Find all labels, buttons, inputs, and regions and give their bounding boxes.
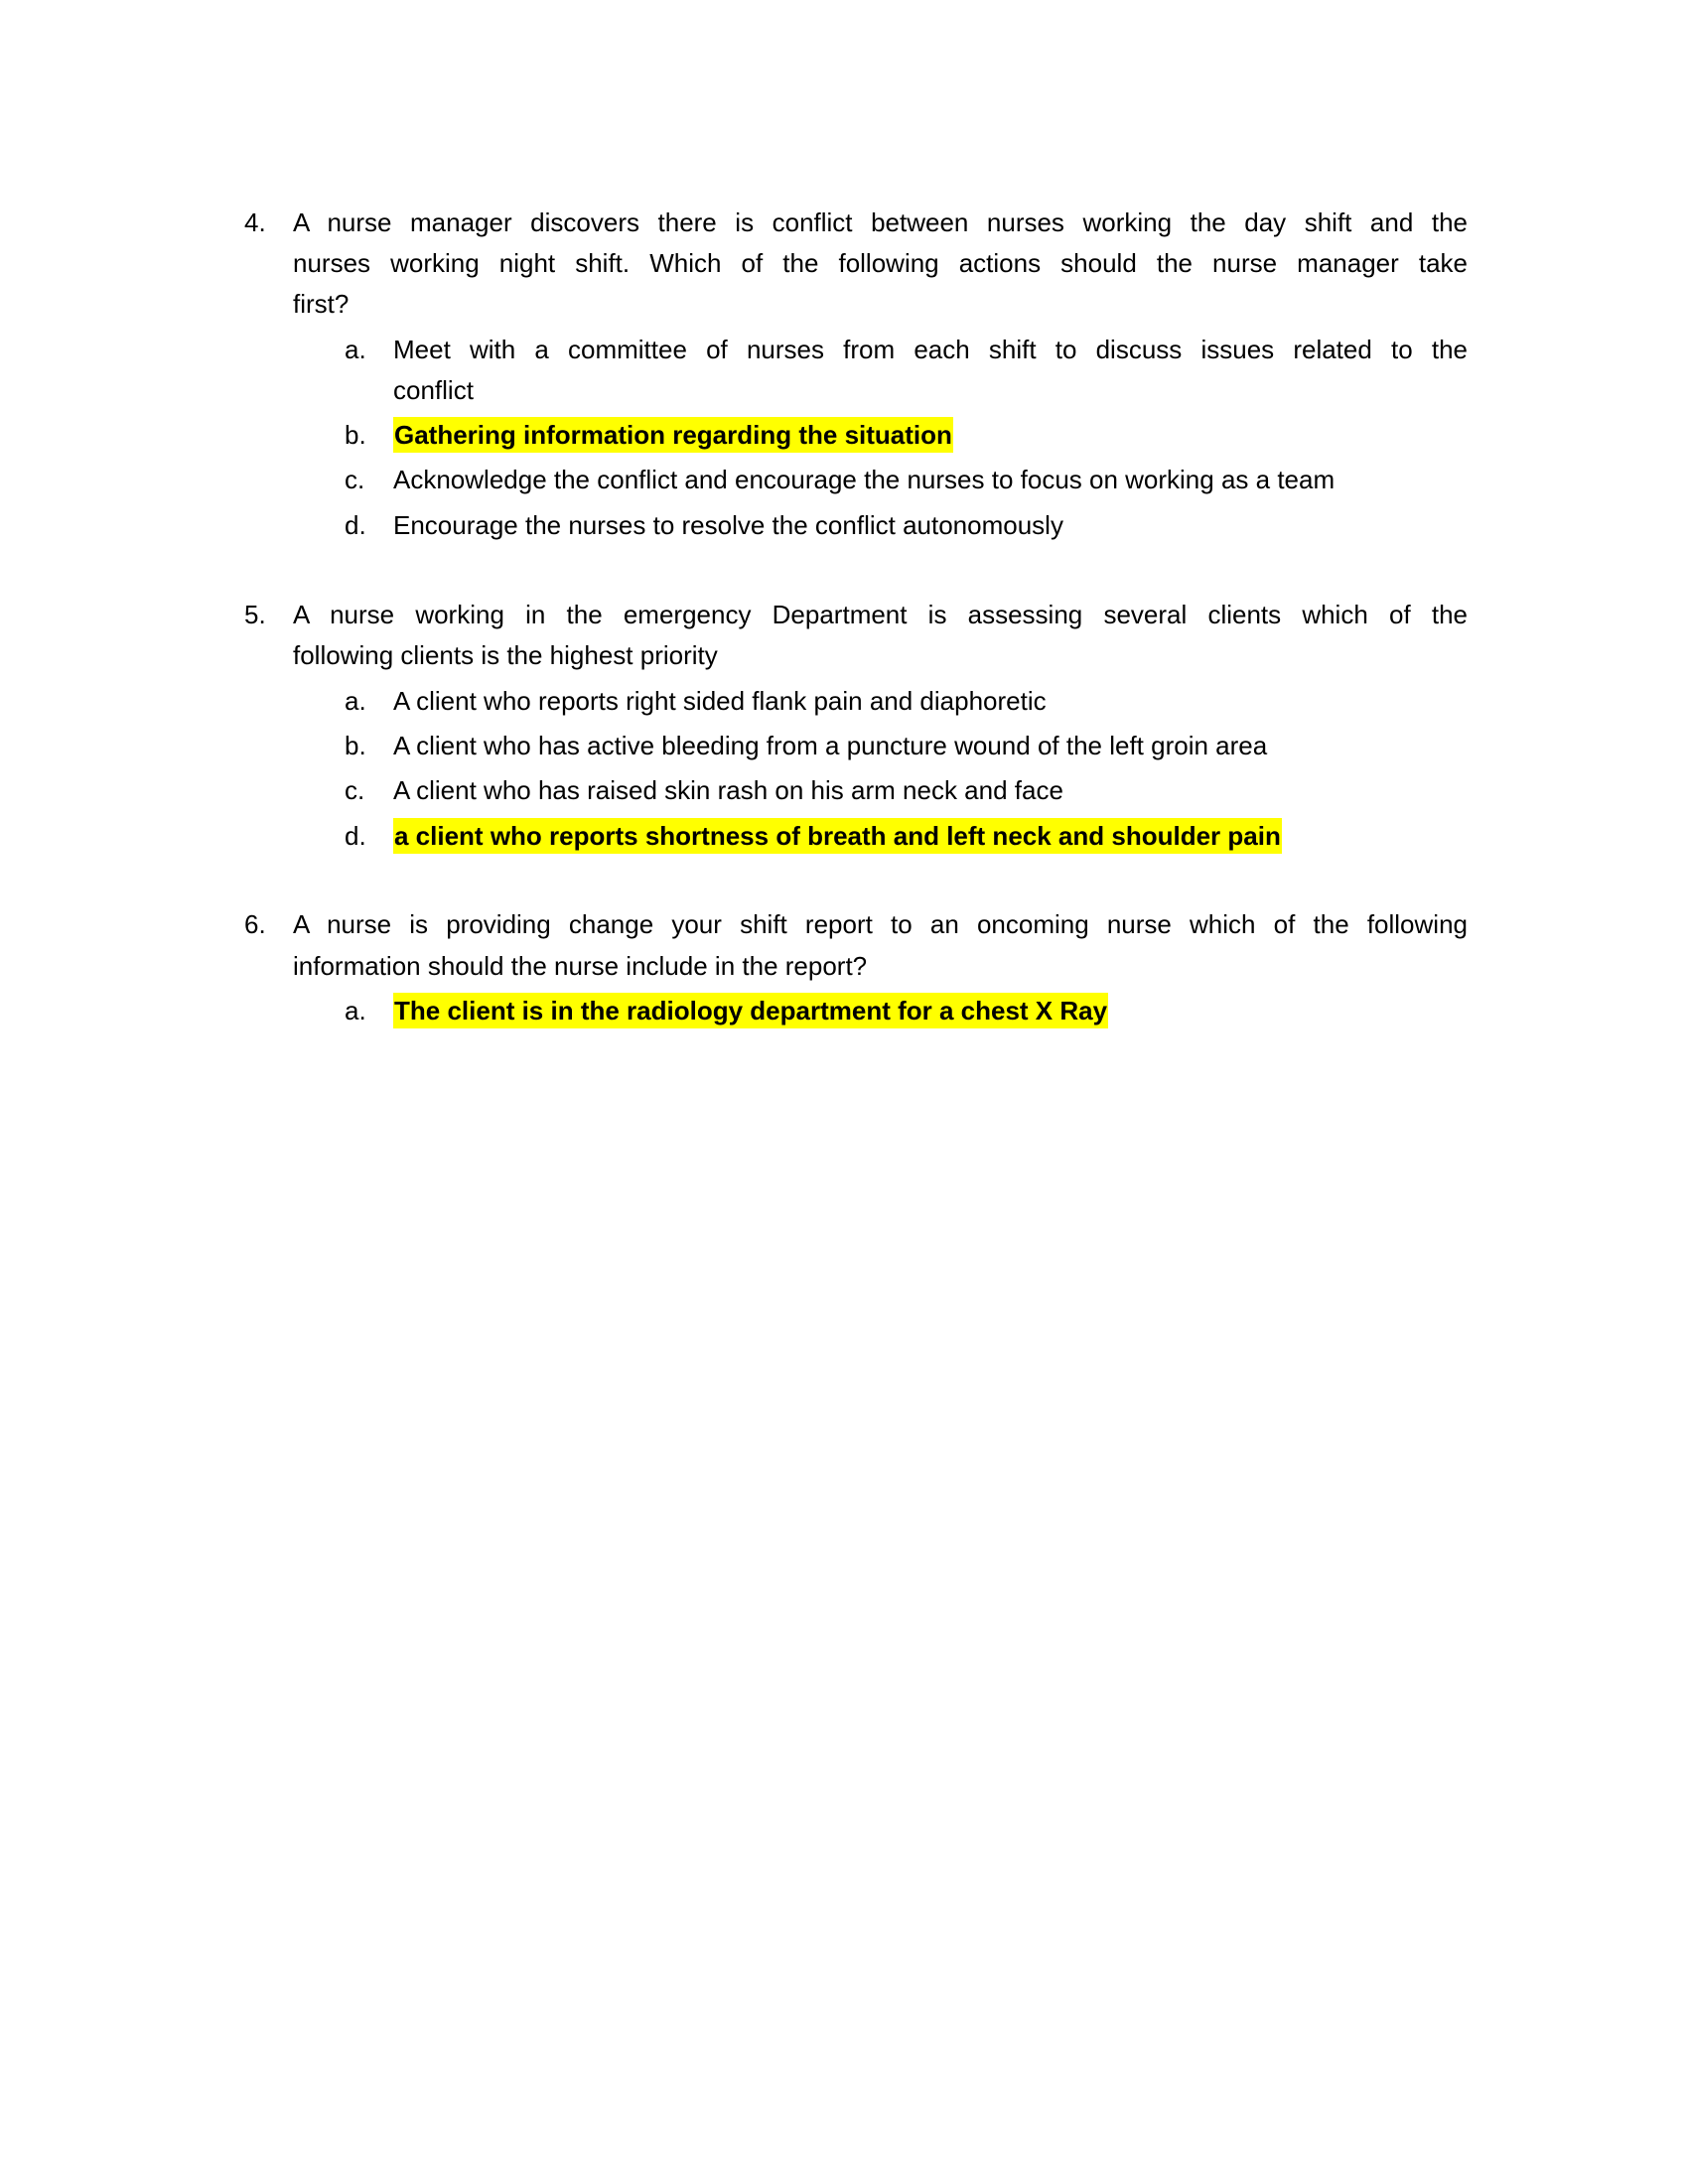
option-text: A client who has raised skin rash on his arm neck and face	[393, 775, 1063, 805]
option-answer	[393, 994, 1108, 1027]
option-letter: a.	[345, 686, 366, 716]
highlighted-answer: The client is in the radiology department for a chest X Ray	[393, 993, 1108, 1028]
option-letter: c.	[345, 465, 365, 494]
highlighted-answer: a client who reports shortness of breath and left neck and shoulder pain	[393, 818, 1282, 854]
option-text: conflict	[393, 375, 474, 405]
option-letter: a.	[345, 996, 366, 1025]
question-number: 6.	[244, 909, 266, 939]
option-text: A client who has active bleeding from a puncture wound of the left groin area	[393, 731, 1268, 760]
option-letter: b.	[345, 731, 366, 760]
option-letter: c.	[345, 775, 365, 805]
option-answer	[393, 418, 953, 452]
option-text: Encourage the nurses to resolve the conflict autonomously	[393, 510, 1063, 540]
question-text-line: following clients is the highest priority	[293, 640, 718, 670]
option-letter: d.	[345, 821, 366, 851]
question-text-line: first?	[293, 289, 350, 319]
question-text-line: A nurse working in the emergency Department is assessing several clients which of the	[293, 600, 1468, 629]
option-text: A client who reports right sided flank pain and diaphoretic	[393, 686, 1047, 716]
question-text-line: A nurse is providing change your shift report to an oncoming nurse which of the following	[293, 909, 1468, 939]
option-text: Meet with a committee of nurses from each shift to discuss issues related to the	[393, 335, 1468, 364]
question-text-line: A nurse manager discovers there is conflict between nurses working the day shift and the	[293, 207, 1468, 237]
highlighted-answer: Gathering information regarding the situation	[393, 417, 953, 453]
option-answer	[393, 819, 1282, 853]
option-text: Acknowledge the conflict and encourage the nurses to focus on working as a team	[393, 465, 1336, 494]
option-letter: b.	[345, 420, 366, 450]
question-number: 5.	[244, 600, 266, 629]
question-text-line: information should the nurse include in the report?	[293, 951, 868, 981]
option-letter: d.	[345, 510, 366, 540]
question-number: 4.	[244, 207, 266, 237]
question-text-line: nurses working night shift. Which of the following actions should the nurse manager take	[293, 248, 1468, 278]
option-letter: a.	[345, 335, 366, 364]
